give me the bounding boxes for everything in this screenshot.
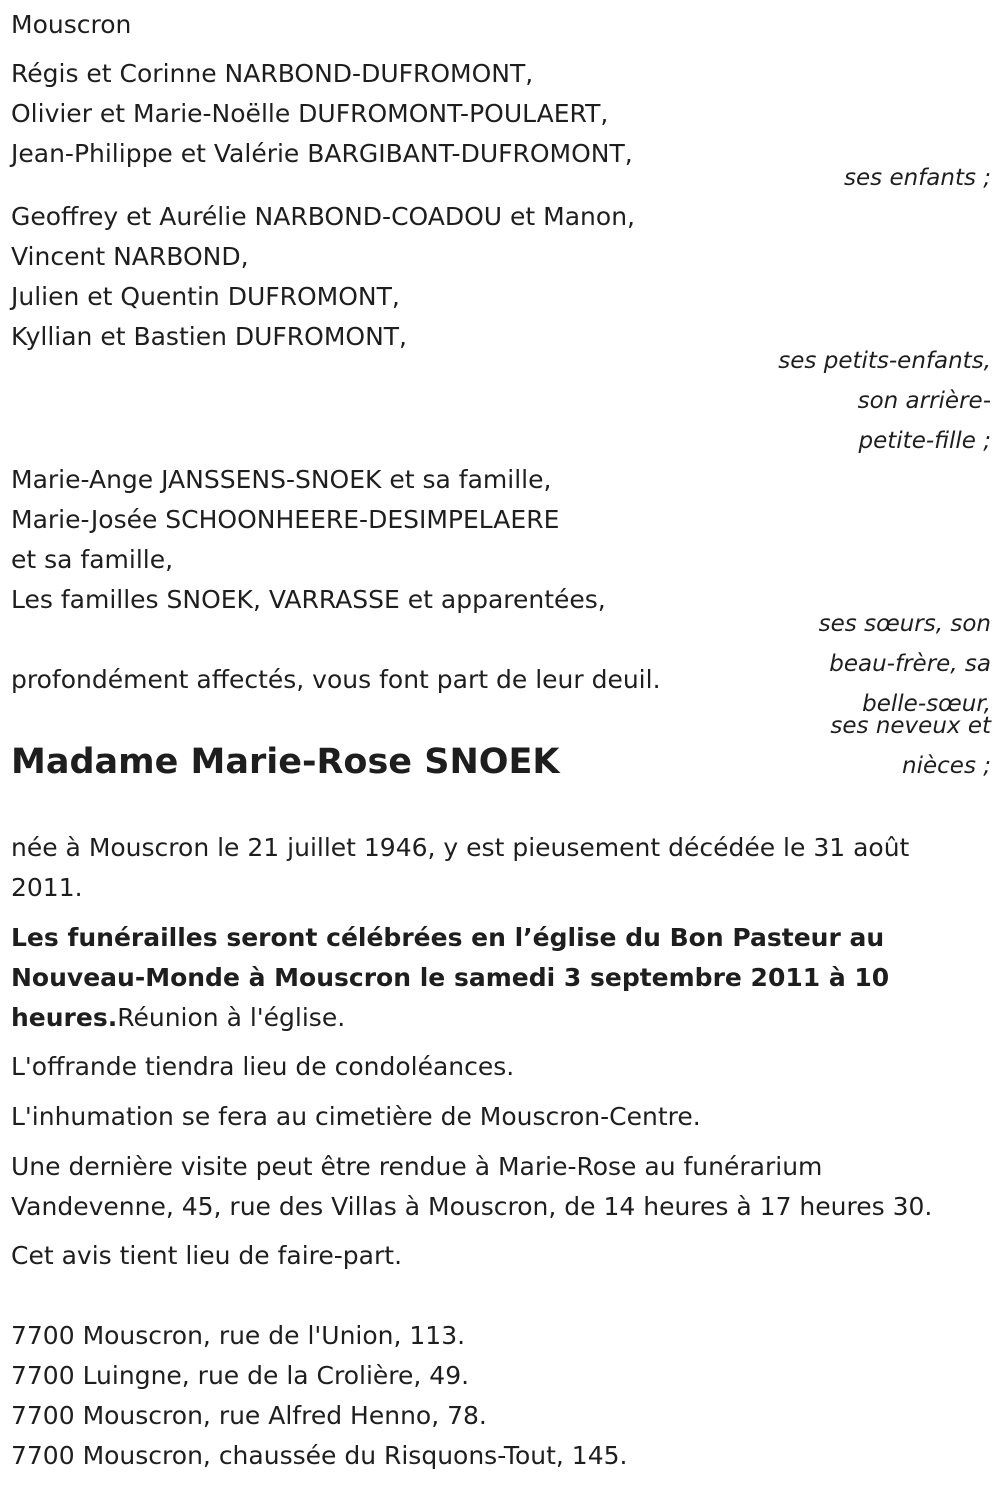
grandchild-line: Geoffrey et Aurélie NARBOND-COADOU et Manon, [11,202,635,231]
burial-text: L'inhumation se fera au cimetière de Mouscron-Centre. [11,1102,701,1131]
address-line: 7700 Mouscron, rue de l'Union, 113. [11,1321,466,1350]
grandchild-line: Kyllian et Bastien DUFROMONT, [11,322,408,351]
notice-text: Cet avis tient lieu de faire-part. [11,1241,403,1270]
grandchildren-role: petite-fille ; [858,428,991,454]
sibling-line: Marie-Ange JANSSENS-SNOEK et sa famille, [11,465,552,494]
birth-death-line: 2011. [11,873,83,902]
siblings-role: ses sœurs, son [818,611,991,637]
nephews-role: ses neveux et [830,713,991,739]
funeral-last-line [11,1003,345,1033]
funeral-tail: Réunion à l'église. [117,1003,346,1032]
siblings-role: belle-sœur, [862,691,991,717]
children-role: ses enfants ; [844,165,991,191]
funeral-bold-end: heures. [11,1003,118,1032]
child-line: Olivier et Marie-Noëlle DUFROMONT-POULAERT, [11,99,609,128]
funeral-line: Les funérailles seront célébrées en l’église du Bon Pasteur au [11,923,885,952]
grandchild-line: Vincent NARBOND, [11,242,249,271]
funeral-line: Nouveau-Monde à Mouscron le samedi 3 septembre 2011 à 10 [11,963,890,992]
visit-line: Une dernière visite peut être rendue à Marie-Rose au funérarium [11,1152,823,1181]
grandchildren-role: ses petits-enfants, [778,348,991,374]
child-line: Jean-Philippe et Valérie BARGIBANT-DUFROMONT, [11,139,633,168]
siblings-role: beau-frère, sa [829,651,991,677]
deceased-name: Madame Marie-Rose SNOEK [11,742,560,782]
grandchildren-role: son arrière- [857,388,991,414]
child-line: Régis et Corinne NARBOND-DUFROMONT, [11,59,534,88]
birth-death-line: née à Mouscron le 21 juillet 1946, y est pieusement décédée le 31 août [11,833,910,862]
affected-text: profondément affectés, vous font part de leur deuil. [11,665,661,694]
address-line: 7700 Mouscron, rue Alfred Henno, 78. [11,1401,487,1430]
nephews-role: nièces ; [902,753,991,779]
address-line: 7700 Luingne, rue de la Crolière, 49. [11,1361,470,1390]
sibling-line: Marie-Josée SCHOONHEERE-DESIMPELAERE [11,505,560,534]
sibling-line: et sa famille, [11,545,174,574]
address-line: 7700 Mouscron, chaussée du Risquons-Tout, 145. [11,1441,628,1470]
grandchild-line: Julien et Quentin DUFROMONT, [11,282,400,311]
offering-text: L'offrande tiendra lieu de condoléances. [11,1052,515,1081]
city: Mouscron [11,10,132,39]
visit-line: Vandevenne, 45, rue des Villas à Mouscron, de 14 heures à 17 heures 30. [11,1192,933,1221]
sibling-line: Les familles SNOEK, VARRASSE et apparentées, [11,585,606,614]
